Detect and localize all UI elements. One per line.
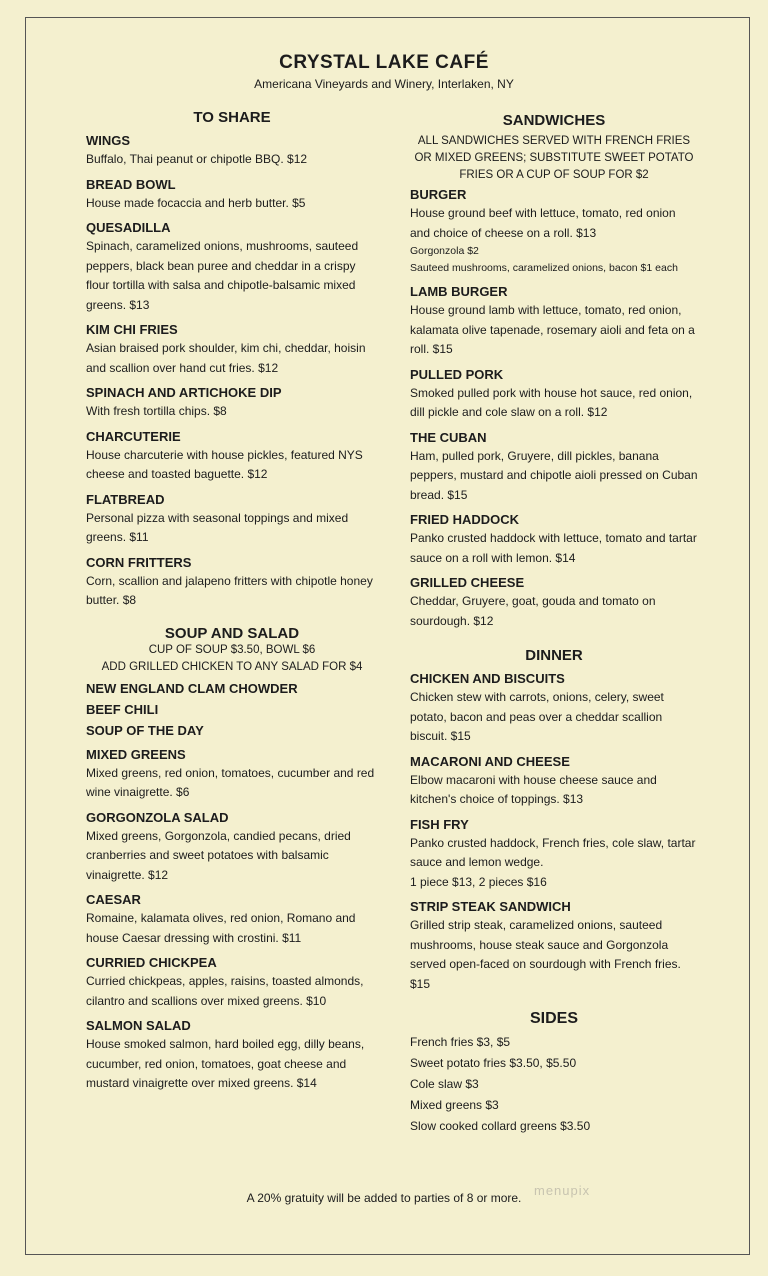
menu-item-desc: Panko crusted haddock, French fries, cole slaw, tartar sauce and lemon wedge.	[410, 835, 696, 869]
menu-item-name: MACARONI AND CHEESE	[410, 753, 570, 769]
menu-item-desc: Corn, scallion and jalapeno fritters with chipotle honey butter. $8	[86, 573, 373, 607]
menu-item-desc: House smoked salmon, hard boiled egg, dilly beans, cucumber, red onion, tomatoes, goat cheese and mustard vinaigrette over mixed greens. $14	[86, 1037, 365, 1090]
left-column	[86, 109, 378, 1094]
menu-item-desc: Mixed greens, red onion, tomatoes, cucumber and red wine vinaigrette. $6	[86, 765, 375, 799]
menu-item-name: BURGER	[410, 187, 467, 202]
soup-list	[86, 680, 378, 740]
burger-addon: Gorgonzola $2	[410, 245, 479, 257]
menu-item-desc: Chicken stew with carrots, onions, celery, sweet potato, bacon and peas over a cheddar scallion biscuit. $15	[410, 690, 664, 743]
menu-item-name: CHARCUTERIE	[86, 428, 181, 444]
side-item: Mixed greens $3	[410, 1098, 499, 1112]
sandwich-list	[410, 283, 698, 631]
menu-item-name: PULLED PORK	[410, 366, 504, 382]
menu-item-desc: House made focaccia and herb butter. $5	[86, 195, 306, 210]
menu-item-name: CORN FRITTERS	[86, 554, 192, 570]
burger-addon: Sauteed mushrooms, caramelized onions, bacon $1 each	[410, 262, 678, 274]
salad-list	[86, 746, 378, 1094]
menu-item-name: FRIED HADDOCK	[410, 512, 520, 527]
soup-item-name: NEW ENGLAND CLAM CHOWDER	[86, 680, 298, 696]
menu-item-name: SALMON SALAD	[86, 1018, 191, 1033]
menu-item-name: WINGS	[86, 133, 131, 148]
menu-item-name: CAESAR	[86, 892, 141, 907]
soup-item-name: BEEF CHILI	[86, 701, 159, 717]
gratuity-note: A 20% gratuity will be added to parties of 8 or more.	[246, 1191, 522, 1205]
menu-item-desc: Panko crusted haddock with lettuce, tomato and tartar sauce on a roll with lemon. $14	[410, 531, 697, 565]
page-title: CRYSTAL LAKE CAFÉ	[279, 52, 489, 73]
menu-item-name: THE CUBAN	[410, 429, 487, 445]
dinner-list	[410, 670, 698, 994]
menu-item-desc: Buffalo, Thai peanut or chipotle BBQ. $12	[86, 152, 308, 166]
menu-item-name: LAMB BURGER	[410, 284, 508, 299]
right-column	[410, 112, 698, 1137]
menu-item-name: KIM CHI FRIES	[86, 322, 178, 337]
menu-item-desc: Cheddar, Gruyere, goat, gouda and tomato on sourdough. $12	[410, 594, 656, 628]
page-subtitle: Americana Vineyards and Winery, Interlaken, NY	[254, 77, 514, 91]
menu-item-name: FLATBREAD	[86, 491, 165, 507]
section-heading-sides: SIDES	[529, 1010, 578, 1027]
soup-price-note: CUP OF SOUP $3.50, BOWL $6	[148, 643, 316, 656]
menu-item-desc: House ground beef with lettuce, tomato, red onion and choice of cheese on a roll. $13	[410, 206, 676, 240]
sandwiches-note: ALL SANDWICHES SERVED WITH FRENCH FRIES OR MIXED GREENS; SUBSTITUTE SWEET POTATO FRIES OR A CUP OF SOUP FOR $2	[414, 135, 694, 181]
menu-item-name: GORGONZOLA SALAD	[86, 809, 229, 825]
menu-item-desc: Elbow macaroni with house cheese sauce and kitchen's choice of toppings. $13	[410, 772, 657, 806]
soup-item-name: SOUP OF THE DAY	[86, 722, 204, 738]
menu-item-desc: Grilled strip steak, caramelized onions, sauteed mushrooms, house steak sauce and Gorgonzola served open-faced on sourdough with French fries. $15	[410, 918, 681, 991]
menu-item-name: STRIP STEAK SANDWICH	[410, 899, 571, 914]
menu-item-desc: House charcuterie with house pickles, featured NYS cheese and toasted baguette. $12	[86, 447, 363, 481]
menu-item-name: GRILLED CHEESE	[410, 575, 525, 590]
salad-chicken-note: ADD GRILLED CHICKEN TO ANY SALAD FOR $4	[101, 660, 363, 673]
side-item: French fries $3, $5	[410, 1035, 511, 1049]
menu-item-desc: Ham, pulled pork, Gruyere, dill pickles, banana peppers, mustard and chipotle aioli pressed on Cuban bread. $15	[410, 448, 698, 502]
menu-item-name: QUESADILLA	[86, 220, 171, 235]
menu-item-desc: With fresh tortilla chips. $8	[86, 404, 227, 418]
menu-item-desc: Curried chickpeas, apples, raisins, toasted almonds, cilantro and scallions over mixed greens. $10	[86, 974, 364, 1008]
sides-list	[410, 1032, 698, 1137]
menu-item-name: BREAD BOWL	[86, 176, 176, 192]
menu-item-desc: House ground lamb with lettuce, tomato, red onion, kalamata olive tapenade, rosemary aioli and feta on a roll. $15	[410, 303, 695, 356]
side-item: Slow cooked collard greens $3.50	[410, 1119, 591, 1133]
section-heading-soup-salad: SOUP AND SALAD	[164, 624, 300, 642]
side-item: Sweet potato fries $3.50, $5.50	[410, 1056, 577, 1070]
menu-item-name: CHICKEN AND BISCUITS	[410, 671, 565, 686]
menu-item-name: MIXED GREENS	[86, 746, 186, 762]
menu-item-desc: Romaine, kalamata olives, red onion, Romano and house Caesar dressing with crostini. $11	[86, 911, 356, 945]
side-item: Cole slaw $3	[410, 1077, 479, 1091]
menu-item-name: FISH FRY	[410, 816, 469, 832]
menu-item-desc: Asian braised pork shoulder, kim chi, cheddar, hoisin and scallion over hand cut fries. $12	[86, 341, 366, 375]
menu-item-name: SPINACH AND ARTICHOKE DIP	[86, 385, 282, 400]
menu-item-name: CURRIED CHICKPEA	[86, 955, 217, 970]
section-heading-to-share: TO SHARE	[193, 109, 271, 126]
menu-item-desc: Personal pizza with seasonal toppings and mixed greens. $11	[86, 510, 349, 544]
menu-item-desc: Smoked pulled pork with house hot sauce, red onion, dill pickle and cole slaw on a roll. $12	[410, 385, 693, 419]
watermark: menupix	[534, 1183, 591, 1198]
section-heading-sandwiches: SANDWICHES	[502, 112, 606, 129]
menu-item-desc: Spinach, caramelized onions, mushrooms, sauteed peppers, black bean puree and cheddar in a crispy flour tortilla with salsa and chipotle-balsamic mixed greens. $13	[86, 239, 359, 312]
section-heading-dinner: DINNER	[525, 647, 583, 664]
to-share-list	[86, 132, 378, 611]
menu-item-desc: Mixed greens, Gorgonzola, candied pecans, dried cranberries and sweet potatoes with balsamic vinaigrette. $12	[86, 828, 351, 882]
menu-item-price: 1 piece $13, 2 pieces $16	[410, 874, 547, 889]
